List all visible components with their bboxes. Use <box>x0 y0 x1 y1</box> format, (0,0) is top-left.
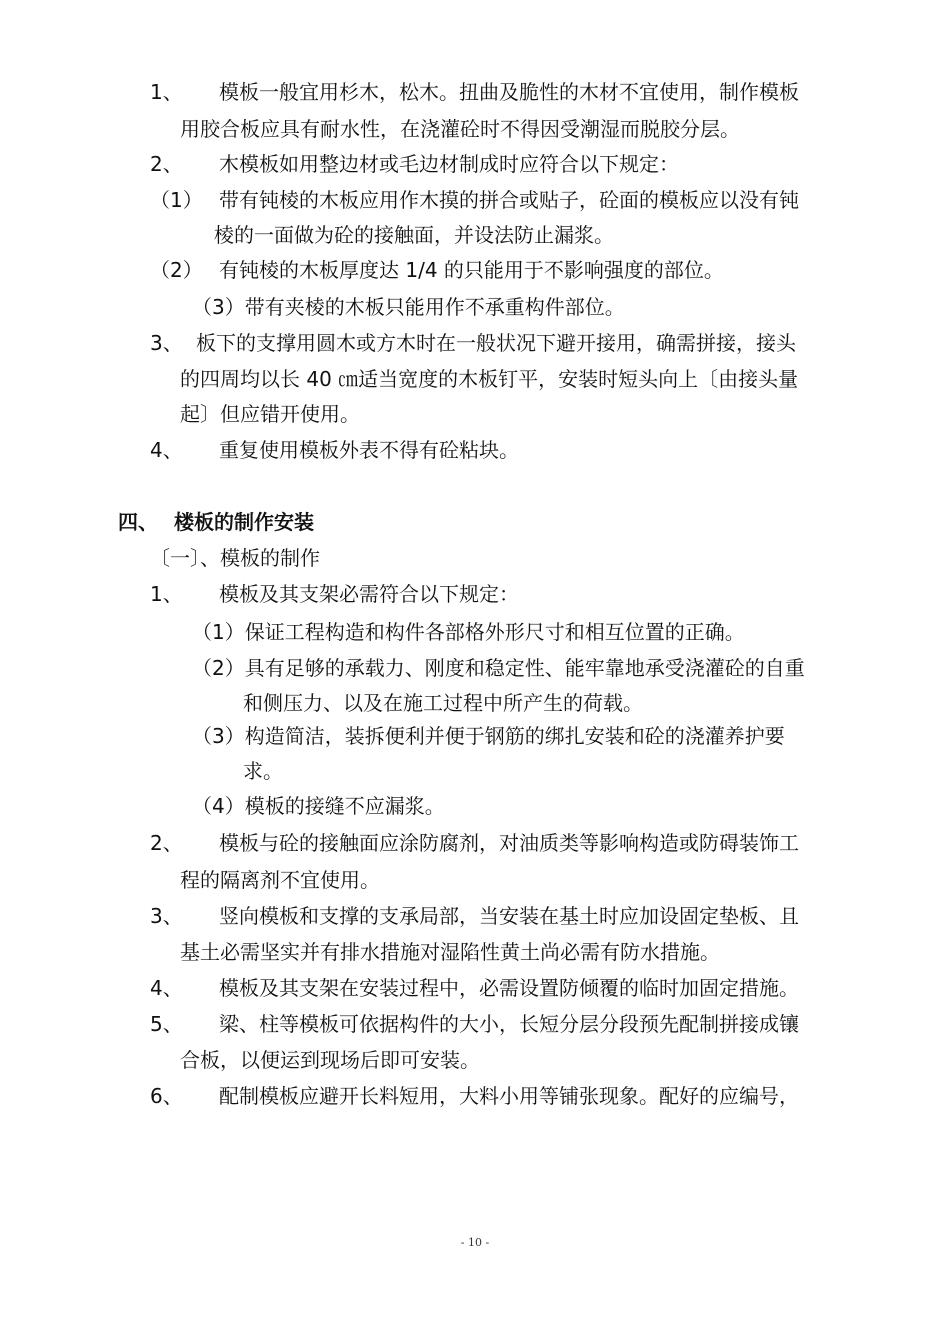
item-text: 配制模板应避开长料短用，大料小用等铺张现象。配好的应编号， <box>219 1084 799 1108</box>
item-number: 2、 <box>150 152 183 176</box>
item-text: 的四周均以长 40 ㎝适当宽度的木板钉平，安装时短头向上〔由接头量 <box>180 367 799 391</box>
section-title: 楼板的制作安装 <box>174 510 314 534</box>
item-number: 6、 <box>150 1084 183 1108</box>
item-number: 5、 <box>150 1012 183 1036</box>
item-text: 起〕但应错开使用。 <box>180 402 360 426</box>
item-number: （2） <box>150 258 203 282</box>
item-text: 木模板如用整边材或毛边材制成时应符合以下规定： <box>219 152 679 176</box>
item-number: 3、 <box>150 904 183 928</box>
item-text: 带有钝棱的木板应用作木摸的拼合或贴子，砼面的模板应以没有钝 <box>219 188 799 212</box>
item-text: （2）具有足够的承载力、刚度和稳定性、能牢靠地承受浇灌砼的自重 <box>192 656 805 680</box>
item-text: 板下的支撑用圆木或方木时在一般状况下避开接用，确需拼接，接头 <box>196 331 796 355</box>
item-text: （4）模板的接缝不应漏浆。 <box>192 794 445 818</box>
item-number: 1、 <box>150 582 183 606</box>
item-text: 合板，以便运到现场后即可安装。 <box>180 1048 480 1072</box>
section-number: 四、 <box>118 510 158 534</box>
item-text: 模板及其支架必需符合以下规定： <box>219 582 519 606</box>
item-number: 4、 <box>150 976 183 1000</box>
item-text: 和侧压力、以及在施工过程中所产生的荷载。 <box>243 691 643 715</box>
item-text: 有钝棱的木板厚度达 1/4 的只能用于不影响强度的部位。 <box>219 258 724 282</box>
item-number: 4、 <box>150 438 183 462</box>
item-text: （3）带有夹棱的木板只能用作不承重构件部位。 <box>192 295 625 319</box>
item-text: 梁、柱等模板可依据构件的大小，长短分层分段预先配制拼接成镶 <box>219 1012 799 1036</box>
item-text: 模板一般宜用杉木，松木。扭曲及脆性的木材不宜使用，制作模板 <box>219 80 799 104</box>
item-text: 模板与砼的接触面应涂防腐剂，对油质类等影响构造或防碍装饰工 <box>219 831 799 855</box>
item-text: 程的隔离剂不宜使用。 <box>180 868 380 892</box>
item-text: 求。 <box>243 759 283 783</box>
item-text: 基土必需坚实并有排水措施对湿陷性黄土尚必需有防水措施。 <box>180 940 720 964</box>
subsection-title: 〔一〕、模板的制作 <box>150 546 320 570</box>
page-number: - 10 - <box>460 1236 490 1249</box>
item-text: 重复使用模板外表不得有砼粘块。 <box>219 438 519 462</box>
item-text: 棱的一面做为砼的接触面，并设法防止漏浆。 <box>214 223 614 247</box>
item-number: 1、 <box>150 80 183 104</box>
item-text: 竖向模板和支撑的支承局部，当安装在基土时应加设固定垫板、且 <box>219 904 799 928</box>
item-number: 2、 <box>150 831 183 855</box>
item-number: （1） <box>150 188 203 212</box>
item-text: （1）保证工程构造和构件各部格外形尺寸和相互位置的正确。 <box>192 620 745 644</box>
item-number: 3、 <box>150 331 183 355</box>
item-text: 用胶合板应具有耐水性，在浇灌砼时不得因受潮湿而脱胶分层。 <box>180 117 740 141</box>
item-text: （3）构造简洁，装拆便利并便于钢筋的绑扎安装和砼的浇灌养护要 <box>192 724 785 748</box>
item-text: 模板及其支架在安装过程中，必需设置防倾覆的临时加固定措施。 <box>219 976 799 1000</box>
